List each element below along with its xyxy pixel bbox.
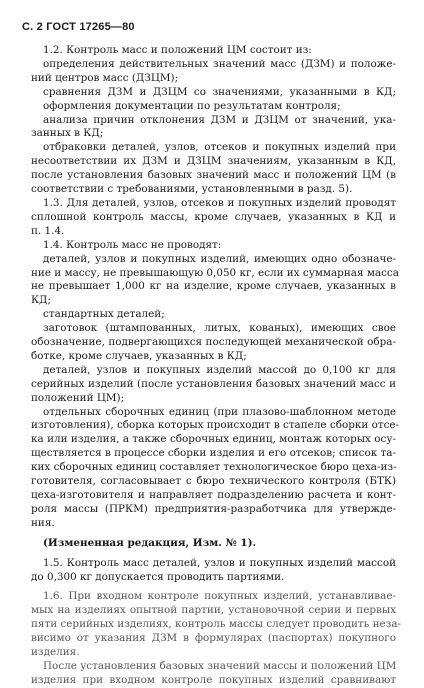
text-line: отдельных сборочных единиц (при плазово-шаблонном методе xyxy=(43,405,396,418)
text-line: занных в КД; xyxy=(31,127,104,140)
text-line: стандартных деталей; xyxy=(43,308,165,321)
text-line: п. 1.4. xyxy=(31,224,65,237)
text-line: пяти серийных изделиях, контроль массы следует проводить неза- xyxy=(31,618,402,631)
text-line: не превышает 1,000 кг на изделие, кроме случаев, указанных в xyxy=(31,280,396,293)
text-line: деталей, узлов и покупных изделий, имеющих одно обозначе- xyxy=(43,252,396,265)
text-line: отбраковки деталей, узлов, отсеков и покупных изделий при xyxy=(43,141,396,154)
text-line: 1.3. Для деталей, узлов, отсеков и покупных изделий проводят xyxy=(43,196,396,209)
text-line: ществляется в процессе сборки изделия и его отсеков; список та- xyxy=(31,447,396,460)
text-line: изготовления), сборка которых происходит в стапеле сборки отсе- xyxy=(31,419,400,432)
text-line: деталей, узлов и покупных изделий массой до 0,100 кг для xyxy=(43,363,396,376)
text-line: ние и массу, не превышающую 0,050 кг, если их суммарная масса xyxy=(31,266,399,279)
text-line: готовителя, согласовывает с бюро технического контроля (БТК) xyxy=(31,475,396,488)
text-line: После установления базовых значений массы и положений ЦМ xyxy=(43,659,397,672)
text-line: изделия при входном контроле покупных изделий сравнивают xyxy=(31,673,396,686)
text-line: сравнения ДЗМ и ДЗЦМ со значениями, указанными в КД; xyxy=(43,85,396,98)
text-line: ких сборочных единиц составляет технологическое бюро цеха-из- xyxy=(31,461,397,474)
text-line: ния. xyxy=(31,516,55,529)
document-body xyxy=(31,44,402,688)
text-line: соответствии с требованиями, установленными в разд. 5). xyxy=(31,183,353,196)
text-line: заготовок (штампованных, литых, кованых), имеющих свое xyxy=(43,322,396,335)
text-line: КД; xyxy=(31,294,51,307)
text-line: 1.5. Контроль масс деталей, узлов и покупных изделий массой xyxy=(43,556,396,569)
text-line: (Измененная редакция, Изм. № 1). xyxy=(43,536,257,549)
text-line: висимо от указания ДЗМ в формулярах (паспортах) покупного xyxy=(31,632,396,645)
text-line: до 0,300 кг допускается проводить партиями. xyxy=(31,570,285,583)
text-line: мых на изделиях опытной партии, установочной серии и первых xyxy=(31,604,396,617)
text-line: 1.4. Контроль масс не проводят: xyxy=(43,238,222,251)
text-line: после установления базовых значений масс и положений ЦМ (в xyxy=(31,169,396,182)
text-line: положений ЦМ); xyxy=(31,391,125,404)
text-line: обозначение, подвергающихся последующей механической обра- xyxy=(31,336,396,349)
text-line: несоответствии их ДЗМ и ДЗЦМ значениям, указанным в КД, xyxy=(31,155,396,168)
text-line: ботке, кроме случаев, указанных в КД; xyxy=(31,349,247,362)
text-line: 1.2. Контроль масс и положений ЦМ состоит из: xyxy=(43,44,312,56)
text-line: сплошной контроль массы, кроме случаев, указанных в КД и xyxy=(31,210,396,223)
text-line: ний центров масс (ДЗЦМ); xyxy=(31,71,179,84)
text-line: анализа причин отклонения ДЗМ и ДЗЦМ от значений, ука- xyxy=(43,113,396,126)
text-line: цеха-изготовителя и направляет подразделению расчета и конт- xyxy=(31,489,396,501)
text-line: 1.6. При входном контроле покупных изделий, устанавливае- xyxy=(43,590,396,603)
text-line: роля массы (ПРКМ) предприятия-разработчика для утвержде- xyxy=(31,502,396,515)
text-line: определения действительных значений масс (ДЗМ) и положе- xyxy=(43,57,396,70)
text-line: оформления документации по результатам контроля; xyxy=(43,99,341,112)
page-header: С. 2 ГОСТ 17265—80 xyxy=(22,21,135,33)
text-line: изделия. xyxy=(31,646,80,659)
text-line: серийных изделий (после установления базовых значений масс и xyxy=(31,377,396,390)
text-line: ка или изделия, а также сборочных единиц, монтаж которых осу- xyxy=(31,433,396,446)
